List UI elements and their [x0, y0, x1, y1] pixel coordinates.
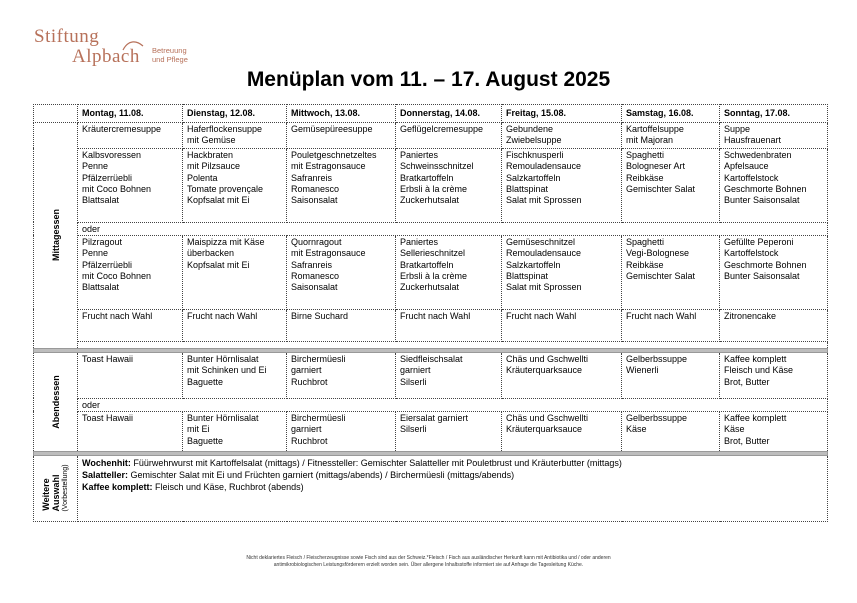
menu-cell: Maispizza mit Käse überbacken Kopfsalat mit Ei: [183, 235, 287, 309]
spacer-cell: [78, 341, 828, 348]
dessert-cell: Frucht nach Wahl: [622, 309, 720, 341]
abend-cell: Birchermüesli garniert Ruchbrot: [287, 352, 396, 398]
footer-line-1: Nicht deklariertes Fleisch / Fleischerzeugnisse sowie Fisch sind aus der Schweiz.*Fleisch / Fisch aus ausländischer Herkunft kann mit Antibiotika und / oder anderen: [246, 555, 611, 561]
section-label-weitere: [41, 465, 71, 512]
menu-cell: Hackbraten mit Pilzsauce Polenta Tomate provençale Kopfsalat mit Ei: [183, 148, 287, 222]
abend-cell: Gelberbssuppe Wienerli: [622, 352, 720, 398]
suppe-cell: Kräutercremesuppe: [78, 123, 183, 149]
wochenhit-line: [82, 457, 823, 469]
dessert-cell: Frucht nach Wahl: [78, 309, 183, 341]
menu-cell: Fischknusperli Remouladensauce Salzkartoffeln Blattspinat Salat mit Sprossen: [502, 148, 622, 222]
abend-cell: Bunter Hörnlisalat mit Ei Baguette: [183, 411, 287, 451]
section-label-weitere-text: Weitere Auswahl: [40, 474, 61, 512]
menu-table: [33, 104, 828, 522]
suppe-cell: Geflügelcremesuppe: [396, 123, 502, 149]
section-abendessen: [34, 352, 78, 451]
kaffee-line: [82, 481, 823, 493]
logo-tagline: [152, 46, 188, 64]
dessert-cell: Frucht nach Wahl: [183, 309, 287, 341]
logo-swirl-icon: [122, 40, 144, 52]
logo-tagline-1: Betreuung: [152, 46, 187, 55]
weitere-auswahl: [78, 455, 828, 521]
mittag-oder-row: [34, 222, 828, 235]
menu-cell: Gefüllte Peperoni Kartoffelstock Geschmorte Bohnen Bunter Saisonsalat: [720, 235, 828, 309]
menu-cell: Spaghetti Vegi-Bolognese Reibkäse Gemischter Salat: [622, 235, 720, 309]
abend-oder-row: [34, 398, 828, 411]
abend-cell: Siedfleischsalat garniert Silserli: [396, 352, 502, 398]
abend-cell: Bunter Hörnlisalat mit Schinken und Ei Baguette: [183, 352, 287, 398]
abend-menu1-row: [34, 352, 828, 398]
abend-cell: Birchermüesli garniert Ruchbrot: [287, 411, 396, 451]
salatteller-label: Salatteller:: [82, 469, 129, 480]
salatteller-text: Gemischter Salat mit Ei und Früchten garniert (mittags/abends) / Birchermüesli (mittags/abends): [128, 469, 515, 480]
logo-tagline-2: und Pflege: [152, 55, 188, 64]
menu-cell: Spaghetti Bologneser Art Reibkäse Gemischter Salat: [622, 148, 720, 222]
footer-line-2: antimikrobiologischen Leistungsförderern erzielt worden sein. Über allergene Inhaltsstoffe informiert sie auf Anfrage die Tagesleitung Küche.: [273, 562, 584, 568]
day-header: Donnerstag, 14.08.: [396, 105, 502, 123]
wochenhit-text: Füürwehrwurst mit Kartoffelsalat (mittags) / Fitnessteller: Gemischter Salatteller mit Pouletbrust und Kräuterbutter (mittags): [130, 457, 622, 468]
abend-cell: Chäs und Gschwellti Kräuterquarksauce: [502, 411, 622, 451]
corner-cell: [34, 105, 78, 123]
suppe-cell: Haferflockensuppe mit Gemüse: [183, 123, 287, 149]
day-header: Montag, 11.08.: [78, 105, 183, 123]
section-label-abendessen: Abendessen: [50, 375, 61, 429]
day-header: Freitag, 15.08.: [502, 105, 622, 123]
dessert-cell: Zitronencake: [720, 309, 828, 341]
day-header: Samstag, 16.08.: [622, 105, 720, 123]
dessert-cell: Frucht nach Wahl: [502, 309, 622, 341]
abend-cell: Toast Hawaii: [78, 411, 183, 451]
abend-cell: Chäs und Gschwellti Kräuterquarksauce: [502, 352, 622, 398]
mittag-dessert-row: [34, 309, 828, 341]
menu-cell: Gemüseschnitzel Remouladensauce Salzkartoffeln Blattspinat Salat mit Sprossen: [502, 235, 622, 309]
section-label-mittagessen: Mittagessen: [50, 209, 61, 262]
menu-cell: Paniertes Schweinsschnitzel Bratkartoffeln Erbsli à la crème Zuckerhutsalat: [396, 148, 502, 222]
mittag-suppe-row: [34, 123, 828, 149]
section-weitere: [34, 455, 78, 521]
abend-cell: Kaffee komplett Käse Brot, Butter: [720, 411, 828, 451]
logo-word-alpbach: Alpbach: [72, 46, 140, 67]
footer-note: [0, 555, 857, 569]
suppe-cell: Gemüsepüreesuppe: [287, 123, 396, 149]
mittag-spacer-row: [34, 341, 828, 348]
menu-cell: Quornragout mit Estragonsauce Safranreis Romanesco Saisonsalat: [287, 235, 396, 309]
mittag-menu2-row: [34, 235, 828, 309]
salatteller-line: [82, 469, 823, 481]
page-title: Menüplan vom 11. – 17. August 2025: [246, 68, 611, 91]
abend-cell: Kaffee komplett Fleisch und Käse Brot, Butter: [720, 352, 828, 398]
suppe-cell: Gebundene Zwiebelsuppe: [502, 123, 622, 149]
oder-label: oder: [78, 222, 828, 235]
oder-label: oder: [78, 398, 828, 411]
suppe-cell: Kartoffelsuppe mit Majoran: [622, 123, 720, 149]
abend-cell: Toast Hawaii: [78, 352, 183, 398]
abend-cell: Eiersalat garniert Silserli: [396, 411, 502, 451]
section-label-weitere-sub: (Vorbestellung): [61, 464, 69, 512]
day-header-row: [34, 105, 828, 123]
dessert-cell: Birne Suchard: [287, 309, 396, 341]
section-mittagessen: [34, 123, 78, 349]
menu-cell: Paniertes Sellerieschnitzel Bratkartoffeln Erbsli à la crème Zuckerhutsalat: [396, 235, 502, 309]
logo-word-stiftung: Stiftung: [34, 26, 100, 47]
menu-cell: Pouletgeschnetzeltes mit Estragonsauce Safranreis Romanesco Saisonsalat: [287, 148, 396, 222]
day-header: Sonntag, 17.08.: [720, 105, 828, 123]
kaffee-text: Fleisch und Käse, Ruchbrot (abends): [152, 481, 304, 492]
menu-cell: Pilzragout Penne Pfälzerrüebli mit Coco Bohnen Blattsalat: [78, 235, 183, 309]
menu-cell: Schwedenbraten Apfelsauce Kartoffelstock Geschmorte Bohnen Bunter Saisonsalat: [720, 148, 828, 222]
day-header: Mittwoch, 13.08.: [287, 105, 396, 123]
weitere-row: [34, 455, 828, 521]
day-header: Dienstag, 12.08.: [183, 105, 287, 123]
mittag-menu1-row: [34, 148, 828, 222]
suppe-cell: Suppe Hausfrauenart: [720, 123, 828, 149]
abend-menu2-row: [34, 411, 828, 451]
dessert-cell: Frucht nach Wahl: [396, 309, 502, 341]
kaffee-label: Kaffee komplett:: [82, 481, 153, 492]
menu-cell: Kalbsvoressen Penne Pfälzerrüebli mit Coco Bohnen Blattsalat: [78, 148, 183, 222]
wochenhit-label: Wochenhit:: [82, 457, 131, 468]
abend-cell: Gelberbssuppe Käse: [622, 411, 720, 451]
